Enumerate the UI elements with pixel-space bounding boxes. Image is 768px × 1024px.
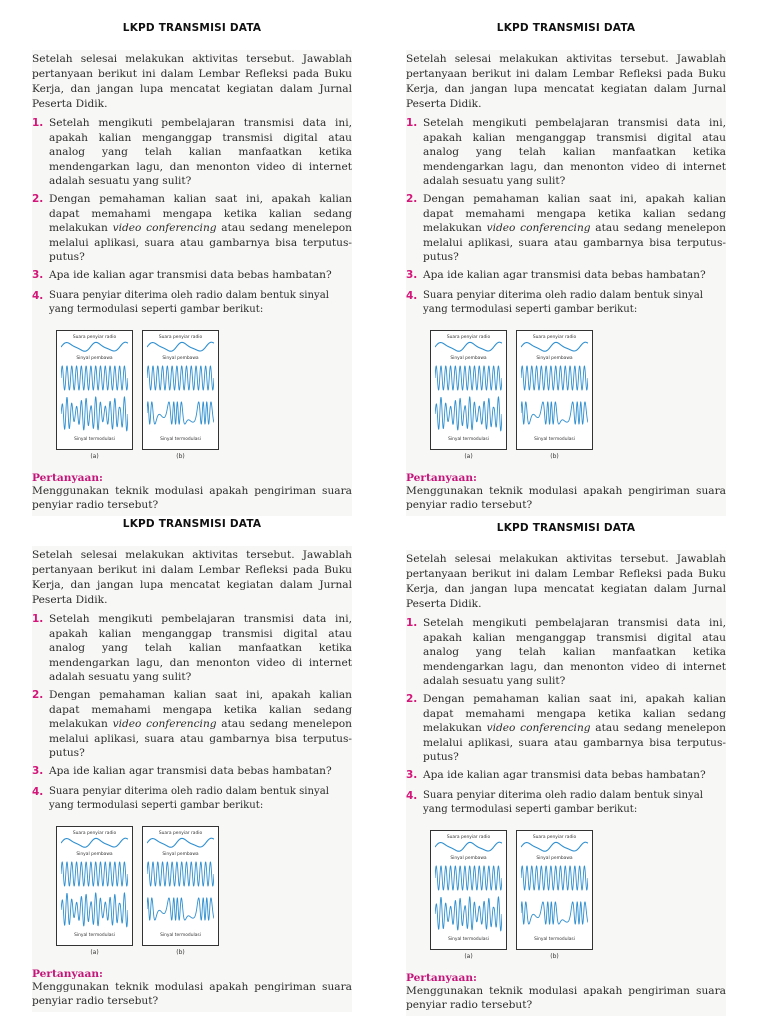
question-2 xyxy=(406,192,726,265)
question-3 xyxy=(406,268,726,283)
question-number: 4. xyxy=(32,785,44,798)
carrier-wave xyxy=(521,865,588,891)
worksheet-body xyxy=(406,550,726,1016)
modulated-label: Sinyal termodulasi xyxy=(448,936,489,942)
voice-label: Suara penyiar radio xyxy=(72,334,117,340)
figure-caption-a: (a) xyxy=(90,452,99,460)
question-text: Suara penyiar diterima oleh radio dalam bentuk sinyal yang termodulasi seperti gambar berikut: xyxy=(49,785,329,812)
voice-wave xyxy=(435,841,502,853)
fm-signal-diagram xyxy=(516,330,593,450)
carrier-label: Sinyal pembawa xyxy=(76,355,113,361)
question-label: Pertanyaan: xyxy=(406,971,477,984)
am-modulated-wave xyxy=(61,891,128,929)
figure-caption-b: (b) xyxy=(176,948,185,956)
fm-modulated-wave xyxy=(147,895,214,923)
figure-fm xyxy=(516,830,593,960)
question-text: Dengan pemahaman kalian saat ini, apakah kalian dapat memahami mengapa ketika kalian sedang melakukan video conferencing atau sedang menelepon melalui aplikasi, suara atau gambarnya bisa terputus-putus? xyxy=(423,692,726,764)
question-2 xyxy=(406,692,726,765)
question-2 xyxy=(32,192,352,265)
voice-label: Suara penyiar radio xyxy=(446,334,491,340)
voice-label: Suara penyiar radio xyxy=(158,830,203,836)
question-number: 2. xyxy=(32,688,44,701)
question-number: 1. xyxy=(406,617,418,629)
question-text: Dengan pemahaman kalian saat ini, apakah kalian dapat memahami mengapa ketika kalian sedang melakukan video conferencing atau sedang menelepon melalui aplikasi, suara atau gambarnya bisa terputus-putus? xyxy=(423,192,726,264)
question-4 xyxy=(406,789,726,818)
modulation-figures xyxy=(430,330,726,460)
question-label: Pertanyaan: xyxy=(406,471,477,484)
modulated-label: Sinyal termodulasi xyxy=(534,936,575,942)
carrier-label: Sinyal pembawa xyxy=(162,355,199,361)
figure-am xyxy=(430,330,507,460)
question-body: Menggunakan teknik modulasi apakah pengiriman suara penyiar radio tersebut? xyxy=(32,484,352,511)
fm-signal-diagram xyxy=(142,826,219,946)
figure-caption-b: (b) xyxy=(550,452,559,460)
worksheet-body xyxy=(32,50,352,516)
modulation-figures xyxy=(56,826,352,956)
question-number: 1. xyxy=(32,613,44,625)
question-number: 3. xyxy=(406,268,418,281)
fm-signal-diagram xyxy=(142,330,219,450)
figure-caption-a: (a) xyxy=(464,452,473,460)
voice-wave xyxy=(521,841,588,853)
carrier-label: Sinyal pembawa xyxy=(162,851,199,857)
carrier-label: Sinyal pembawa xyxy=(536,855,573,861)
question-body: Menggunakan teknik modulasi apakah pengiriman suara penyiar radio tersebut? xyxy=(406,484,726,511)
modulated-label: Sinyal termodulasi xyxy=(160,436,201,442)
am-signal-diagram xyxy=(430,330,507,450)
question-1 xyxy=(406,116,726,189)
voice-wave xyxy=(61,341,128,353)
modulated-label: Sinyal termodulasi xyxy=(534,436,575,442)
question-text: Apa ide kalian agar transmisi data bebas hambatan? xyxy=(423,768,706,781)
question-text: Dengan pemahaman kalian saat ini, apakah kalian dapat memahami mengapa ketika kalian sedang melakukan video conferencing atau sedang menelepon melalui aplikasi, suara atau gambarnya bisa terputus-putus? xyxy=(49,192,352,264)
question-text: Apa ide kalian agar transmisi data bebas hambatan? xyxy=(49,268,332,281)
question-body: Menggunakan teknik modulasi apakah pengiriman suara penyiar radio tersebut? xyxy=(32,980,352,1007)
voice-wave xyxy=(61,837,128,849)
intro-paragraph: Setelah selesai melakukan aktivitas tersebut. Jawablah pertanyaan berikut ini dalam Lembar Refleksi pada Buku Kerja, dan jangan lupa mencatat kegiatan dalam Jurnal Peserta Didik. xyxy=(32,549,352,606)
worksheet-panel-top-left xyxy=(32,22,352,516)
question-number: 3. xyxy=(32,268,44,281)
am-modulated-wave xyxy=(61,395,128,433)
am-modulated-wave xyxy=(435,395,502,433)
question-text: Suara penyiar diterima oleh radio dalam bentuk sinyal yang termodulasi seperti gambar berikut: xyxy=(423,789,703,816)
carrier-wave xyxy=(61,861,128,887)
voice-label: Suara penyiar radio xyxy=(72,830,117,836)
worksheet-body xyxy=(32,546,352,1012)
am-modulated-wave xyxy=(435,895,502,933)
question-text: Setelah mengikuti pembelajaran transmisi data ini, apakah kalian menganggap transmisi digital atau analog yang telah kalian manfaatkan ketika mendengarkan lagu, dan menonton video di internet adalah sesuatu yang sulit? xyxy=(49,117,352,188)
intro-paragraph: Setelah selesai melakukan aktivitas tersebut. Jawablah pertanyaan berikut ini dalam Lembar Refleksi pada Buku Kerja, dan jangan lupa mencatat kegiatan dalam Jurnal Peserta Didik. xyxy=(32,53,352,110)
question-number: 1. xyxy=(406,117,418,129)
question-number: 2. xyxy=(32,192,44,205)
question-number: 4. xyxy=(406,789,418,802)
carrier-wave xyxy=(147,861,214,887)
carrier-label: Sinyal pembawa xyxy=(76,851,113,857)
figure-am xyxy=(430,830,507,960)
figure-fm xyxy=(142,826,219,956)
question-number: 1. xyxy=(32,117,44,129)
carrier-wave xyxy=(435,365,502,391)
carrier-wave xyxy=(521,365,588,391)
worksheet-title: LKPD TRANSMISI DATA xyxy=(122,22,262,34)
question-text: Apa ide kalian agar transmisi data bebas hambatan? xyxy=(49,764,332,777)
voice-label: Suara penyiar radio xyxy=(158,334,203,340)
carrier-label: Sinyal pembawa xyxy=(450,355,487,361)
worksheet-title: LKPD TRANSMISI DATA xyxy=(122,518,262,530)
question-text: Dengan pemahaman kalian saat ini, apakah kalian dapat memahami mengapa ketika kalian sedang melakukan video conferencing atau sedang menelepon melalui aplikasi, suara atau gambarnya bisa terputus-putus? xyxy=(49,688,352,760)
question-4 xyxy=(406,289,726,318)
modulation-figures xyxy=(430,830,726,960)
carrier-wave xyxy=(435,865,502,891)
am-signal-diagram xyxy=(430,830,507,950)
worksheet-title: LKPD TRANSMISI DATA xyxy=(496,522,636,534)
question-number: 2. xyxy=(406,692,418,705)
modulated-label: Sinyal termodulasi xyxy=(448,436,489,442)
fm-modulated-wave xyxy=(147,399,214,427)
voice-label: Suara penyiar radio xyxy=(532,834,577,840)
modulation-figures xyxy=(56,330,352,460)
question-number: 2. xyxy=(406,192,418,205)
question-text: Suara penyiar diterima oleh radio dalam bentuk sinyal yang termodulasi seperti gambar berikut: xyxy=(49,289,329,316)
carrier-wave xyxy=(147,365,214,391)
question-number: 3. xyxy=(406,768,418,781)
question-number: 4. xyxy=(32,289,44,302)
question-text: Setelah mengikuti pembelajaran transmisi data ini, apakah kalian menganggap transmisi digital atau analog yang telah kalian manfaatkan ketika mendengarkan lagu, dan menonton video di internet adalah sesuatu yang sulit? xyxy=(423,617,726,688)
worksheet-panel-top-right xyxy=(406,22,726,516)
carrier-label: Sinyal pembawa xyxy=(450,855,487,861)
figure-fm xyxy=(142,330,219,460)
voice-label: Suara penyiar radio xyxy=(446,834,491,840)
question-4 xyxy=(32,289,352,318)
worksheet-body xyxy=(406,50,726,516)
question-2 xyxy=(32,688,352,761)
fm-modulated-wave xyxy=(521,899,588,927)
question-4 xyxy=(32,785,352,814)
worksheet-panel-bottom-left xyxy=(32,518,352,1012)
question-label: Pertanyaan: xyxy=(32,471,103,484)
figure-caption-b: (b) xyxy=(176,452,185,460)
fm-modulated-wave xyxy=(521,399,588,427)
carrier-label: Sinyal pembawa xyxy=(536,355,573,361)
figure-am xyxy=(56,826,133,956)
voice-wave xyxy=(147,837,214,849)
voice-wave xyxy=(435,341,502,353)
figure-caption-b: (b) xyxy=(550,952,559,960)
question-text: Apa ide kalian agar transmisi data bebas hambatan? xyxy=(423,268,706,281)
figure-am xyxy=(56,330,133,460)
question-3 xyxy=(32,268,352,283)
modulated-label: Sinyal termodulasi xyxy=(74,436,115,442)
worksheet-panel-bottom-right xyxy=(406,522,726,1016)
question-3 xyxy=(32,764,352,779)
question-text: Suara penyiar diterima oleh radio dalam bentuk sinyal yang termodulasi seperti gambar berikut: xyxy=(423,289,703,316)
modulated-label: Sinyal termodulasi xyxy=(74,932,115,938)
question-3 xyxy=(406,768,726,783)
figure-caption-a: (a) xyxy=(464,952,473,960)
fm-signal-diagram xyxy=(516,830,593,950)
am-signal-diagram xyxy=(56,826,133,946)
question-text: Setelah mengikuti pembelajaran transmisi data ini, apakah kalian menganggap transmisi digital atau analog yang telah kalian manfaatkan ketika mendengarkan lagu, dan menonton video di internet adalah sesuatu yang sulit? xyxy=(49,613,352,684)
question-body: Menggunakan teknik modulasi apakah pengiriman suara penyiar radio tersebut? xyxy=(406,984,726,1011)
question-label: Pertanyaan: xyxy=(32,967,103,980)
voice-label: Suara penyiar radio xyxy=(532,334,577,340)
voice-wave xyxy=(521,341,588,353)
question-1 xyxy=(32,612,352,685)
voice-wave xyxy=(147,341,214,353)
question-number: 4. xyxy=(406,289,418,302)
question-number: 3. xyxy=(32,764,44,777)
carrier-wave xyxy=(61,365,128,391)
question-1 xyxy=(32,116,352,189)
intro-paragraph: Setelah selesai melakukan aktivitas tersebut. Jawablah pertanyaan berikut ini dalam Lembar Refleksi pada Buku Kerja, dan jangan lupa mencatat kegiatan dalam Jurnal Peserta Didik. xyxy=(406,53,726,110)
question-text: Setelah mengikuti pembelajaran transmisi data ini, apakah kalian menganggap transmisi digital atau analog yang telah kalian manfaatkan ketika mendengarkan lagu, dan menonton video di internet adalah sesuatu yang sulit? xyxy=(423,117,726,188)
modulated-label: Sinyal termodulasi xyxy=(160,932,201,938)
figure-caption-a: (a) xyxy=(90,948,99,956)
question-1 xyxy=(406,616,726,689)
figure-fm xyxy=(516,330,593,460)
worksheet-title: LKPD TRANSMISI DATA xyxy=(496,22,636,34)
am-signal-diagram xyxy=(56,330,133,450)
intro-paragraph: Setelah selesai melakukan aktivitas tersebut. Jawablah pertanyaan berikut ini dalam Lembar Refleksi pada Buku Kerja, dan jangan lupa mencatat kegiatan dalam Jurnal Peserta Didik. xyxy=(406,553,726,610)
